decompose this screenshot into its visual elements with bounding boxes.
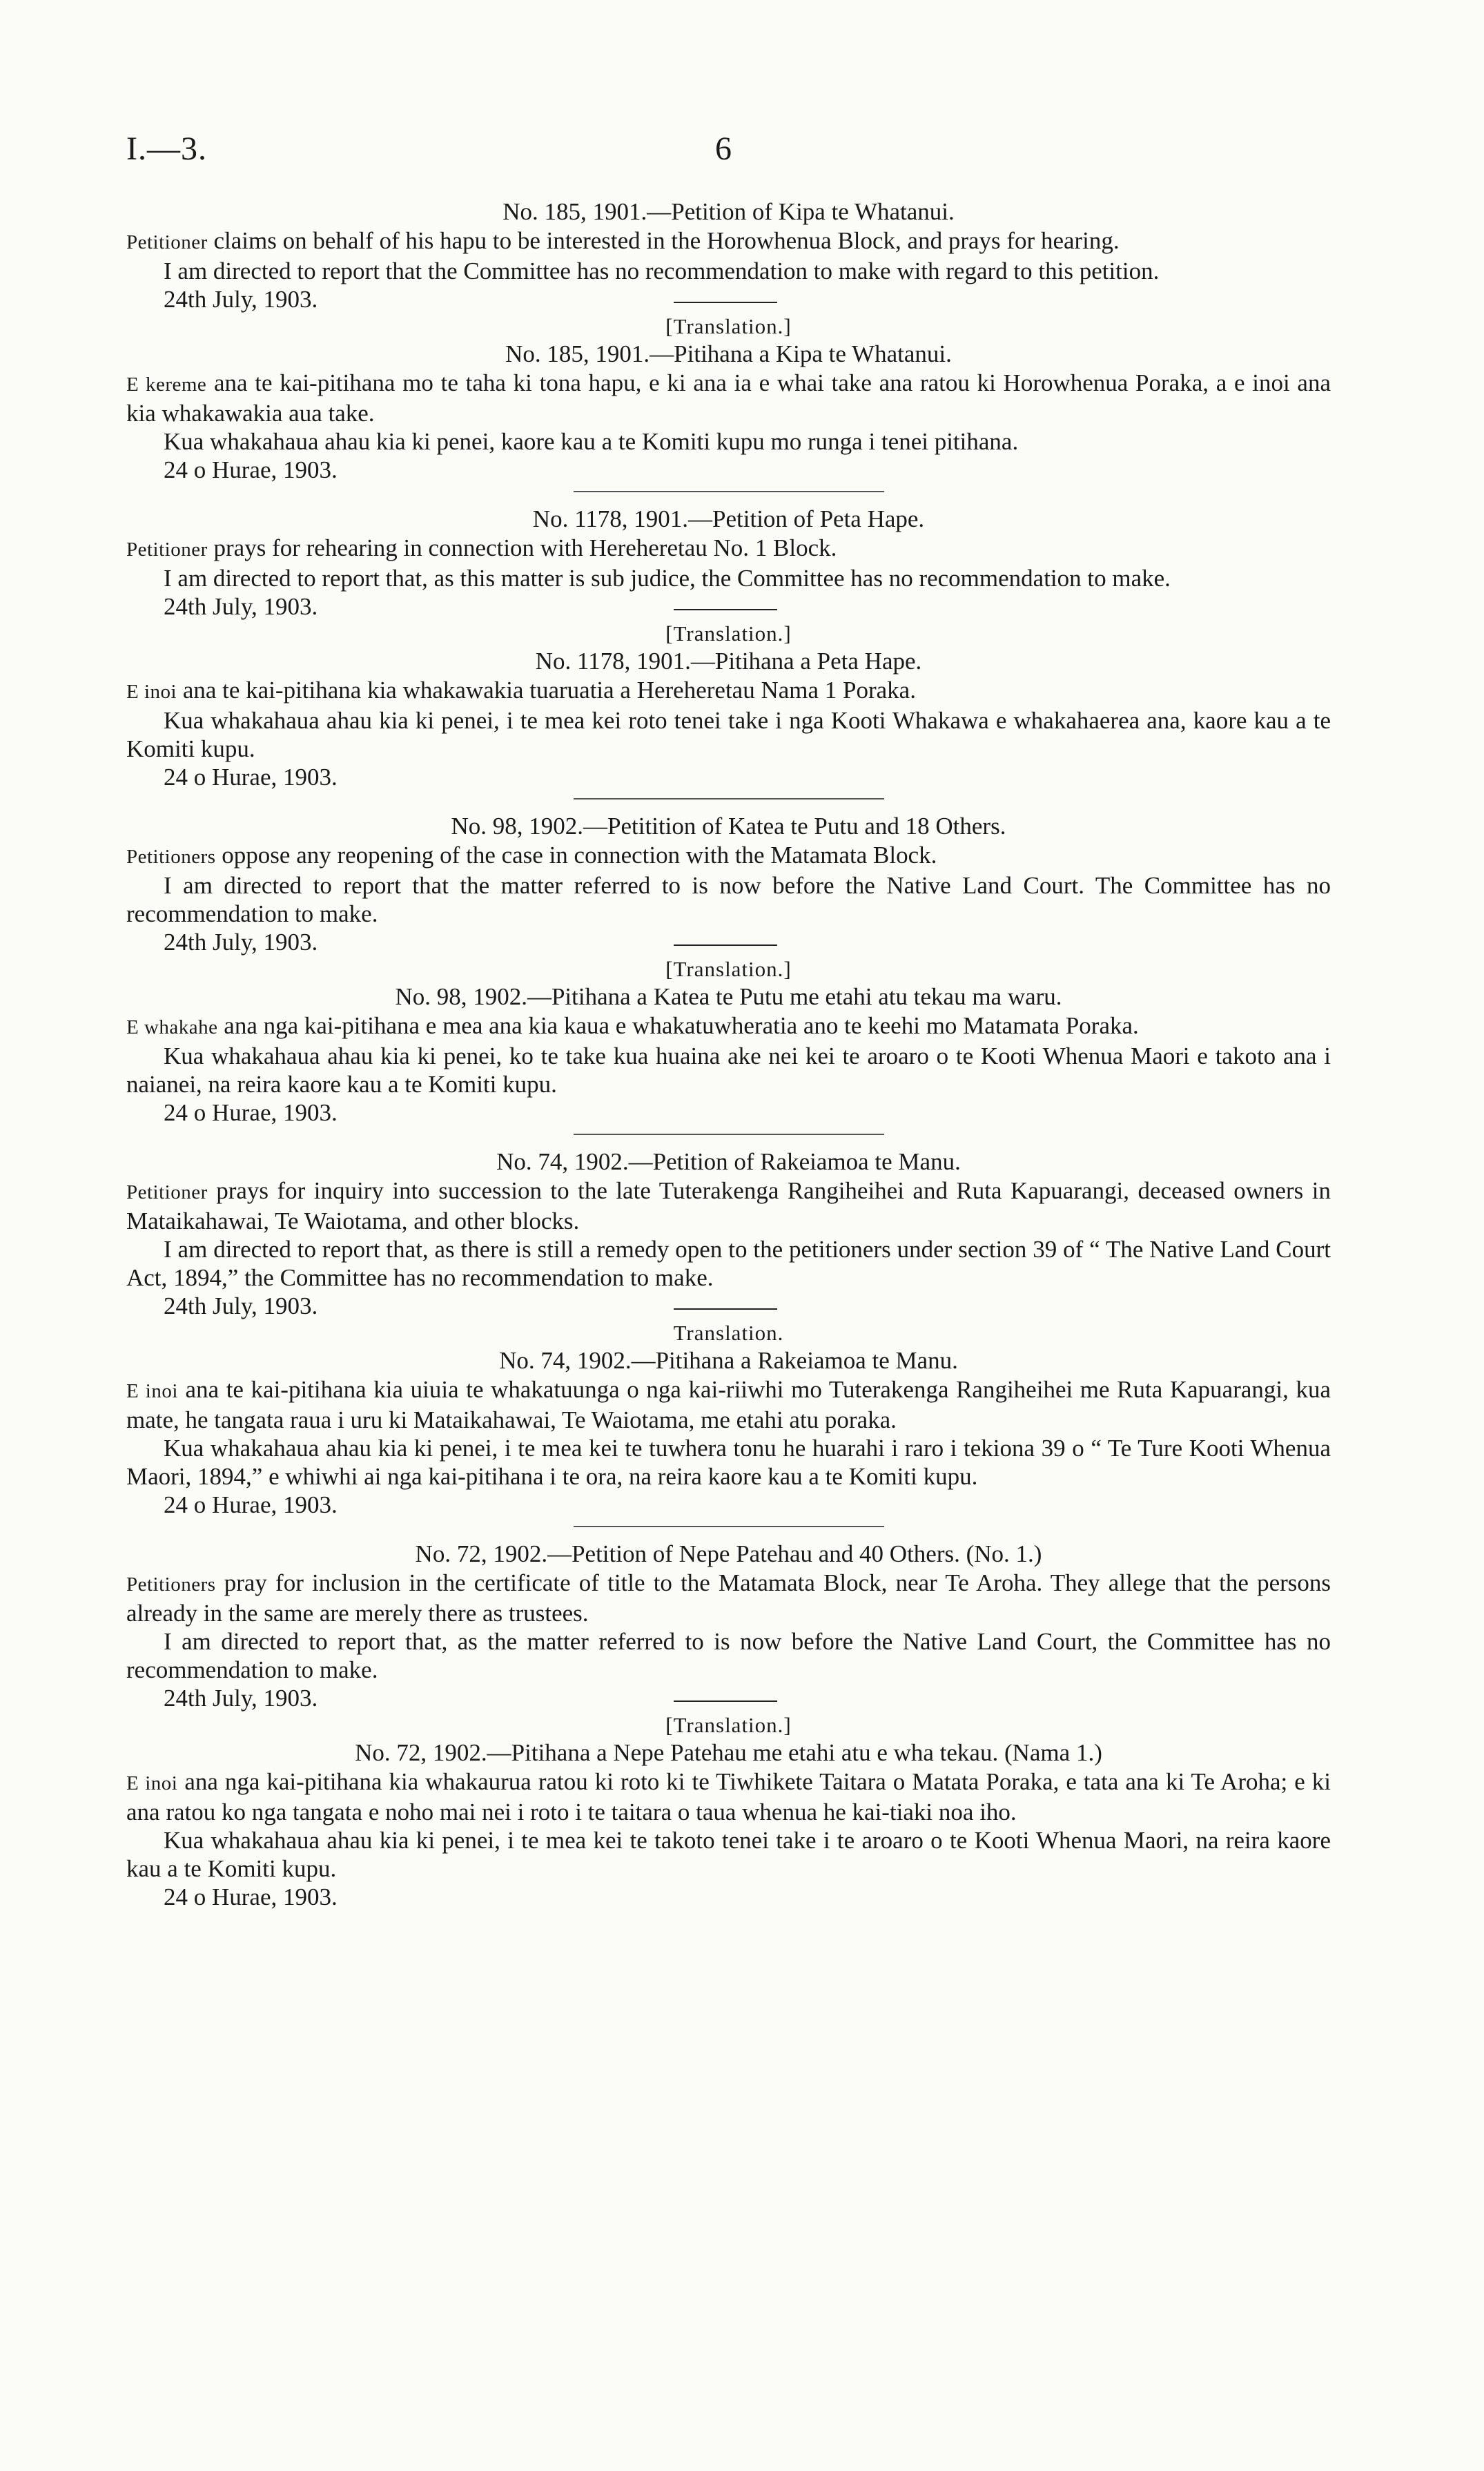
petition-heading: No. 74, 1902.—Petition of Rakeiamoa te Manu.	[496, 1148, 961, 1175]
document-reference: I.—3.	[126, 130, 207, 167]
translation-report: Kua whakahaua ahau kia ki penei, kaore kau a te Komiti kupu mo runga i tenei pitihana.	[164, 428, 1019, 455]
committee-report: I am directed to report that, as the matter referred to is now before the Native Land Court, the Committee has no recommendation to make.	[126, 1628, 1331, 1683]
petition-section	[126, 197, 1331, 492]
translation-summary: E whakahe ana nga kai-pitihana e mea ana kia kaua e whakatuwheratia ano te keehi mo Matamata Poraka.	[126, 1012, 1139, 1039]
petition-summary: Petitioner prays for inquiry into succession to the late Tuterakenga Rangiheihei and Ruta Kapuarangi, deceased owners in Mataikahawai, Te Waiotama, and other blocks.	[126, 1177, 1331, 1234]
translation-label: [Translation.]	[665, 621, 792, 646]
section-divider	[574, 1134, 884, 1135]
committee-report: I am directed to report that the matter referred to is now before the Native Land Court. The Committee has no recommendation to make.	[126, 872, 1331, 927]
translation-summary: E inoi ana te kai-pitihana kia whakawakia tuaruatia a Hereheretau Nama 1 Poraka.	[126, 677, 916, 704]
petition-heading: No. 72, 1902.—Petition of Nepe Patehau and 40 Others. (No. 1.)	[415, 1540, 1042, 1567]
petition-section	[126, 1540, 1331, 1911]
translation-date: 24 o Hurae, 1903.	[164, 1099, 338, 1126]
petition-summary: Petitioner prays for rehearing in connection with Hereheretau No. 1 Block.	[126, 534, 837, 561]
translation-label: [Translation.]	[665, 314, 792, 338]
translation-date: 24 o Hurae, 1903.	[164, 764, 338, 791]
petition-heading: No. 1178, 1901.—Petition of Peta Hape.	[532, 505, 925, 532]
report-date: 24th July, 1903.	[126, 1684, 1331, 1712]
translation-summary: E kereme ana te kai-pitihana mo te taha ki tona hapu, e ki ana ia e whai take ana ratou ki Horowhenua Poraka, a e inoi ana kia whakawakia aua take.	[126, 369, 1331, 427]
translation-heading: No. 74, 1902.—Pitihana a Rakeiamoa te Manu.	[499, 1347, 958, 1374]
translation-report: Kua whakahaua ahau kia ki penei, i te mea kei te takoto tenei take i te aroaro o te Kooti Whenua Maori, na reira kaore kau a te Komiti kupu.	[126, 1827, 1331, 1882]
translation-date: 24 o Hurae, 1903.	[164, 1491, 338, 1518]
section-divider	[574, 491, 884, 492]
translation-report: Kua whakahaua ahau kia ki penei, i te mea kei roto tenei take i nga Kooti Whakawa e whakahaerea ana, kaore kau a te Komiti kupu.	[126, 707, 1331, 762]
petition-summary: Petitioners oppose any reopening of the case in connection with the Matamata Block.	[126, 842, 937, 869]
translation-heading: No. 185, 1901.—Pitihana a Kipa te Whatanui.	[505, 340, 952, 367]
committee-report: I am directed to report that the Committee has no recommendation to make with regard to this petition.	[164, 258, 1160, 284]
report-date: 24th July, 1903.	[126, 1292, 1331, 1320]
committee-report: I am directed to report that, as there is still a remedy open to the petitioners under section 39 of “ The Native Land Court Act, 1894,” the Committee has no recommendation to make.	[126, 1236, 1331, 1291]
section-divider	[574, 1526, 884, 1527]
short-rule	[674, 944, 777, 946]
translation-summary: E inoi ana te kai-pitihana kia uiuia te whakatuunga o nga kai-riiwhi mo Tuterakenga Rangiheihei me Ruta Kapuarangi, kua mate, he tangata raua i uru ki Mataikahawai, Te Waiotama, me etahi atu poraka.	[126, 1376, 1331, 1433]
petition-section	[126, 812, 1331, 1135]
petition-summary: Petitioner claims on behalf of his hapu to be interested in the Horowhenua Block, and prays for hearing.	[126, 227, 1120, 254]
short-rule	[674, 302, 777, 303]
translation-heading: No. 1178, 1901.—Pitihana a Peta Hape.	[535, 648, 922, 675]
section-divider	[574, 798, 884, 800]
petition-section	[126, 1147, 1331, 1527]
report-date: 24th July, 1903.	[126, 285, 1331, 313]
petitions-content	[126, 197, 1331, 1911]
petition-summary: Petitioners pray for inclusion in the certificate of title to the Matamata Block, near Te Aroha. They allege that the persons already in the same are merely there as trustees.	[126, 1569, 1331, 1627]
short-rule	[674, 1700, 777, 1702]
translation-report: Kua whakahaua ahau kia ki penei, ko te take kua huaina ake nei kei te aroaro o te Kooti Whenua Maori e takoto ana i naianei, na reira kaore kau a te Komiti kupu.	[126, 1043, 1331, 1098]
translation-summary: E inoi ana nga kai-pitihana kia whakaurua ratou ki roto ki te Tiwhikete Taitara o Matata Poraka, e tata ana ki Te Aroha; e ki ana ratou ko nga tangata e noho mai nei i roto i te taitara o taua whenua he kai-tiaki noa iho.	[126, 1768, 1331, 1825]
translation-report: Kua whakahaua ahau kia ki penei, i te mea kei te tuwhera tonu he huarahi i raro i tekiona 39 o “ Te Ture Kooti Whenua Maori, 1894,” e whiwhi ai nga kai-pitihana i te ora, na reira kaore kau a te Komiti kupu.	[126, 1435, 1331, 1490]
report-date: 24th July, 1903.	[126, 928, 1331, 956]
translation-date: 24 o Hurae, 1903.	[164, 456, 338, 483]
short-rule	[674, 1308, 777, 1310]
translation-heading: No. 98, 1902.—Pitihana a Katea te Putu me etahi atu tekau ma waru.	[395, 983, 1062, 1010]
translation-date: 24 o Hurae, 1903.	[164, 1883, 338, 1910]
committee-report: I am directed to report that, as this matter is sub judice, the Committee has no recommendation to make.	[164, 565, 1171, 592]
petition-heading: No. 185, 1901.—Petition of Kipa te Whatanui.	[502, 198, 955, 225]
petition-heading: No. 98, 1902.—Petitition of Katea te Putu and 18 Others.	[451, 813, 1006, 840]
page-number: 6	[715, 130, 732, 167]
translation-label: [Translation.]	[665, 1713, 792, 1737]
petition-section	[126, 505, 1331, 800]
translation-heading: No. 72, 1902.—Pitihana a Nepe Patehau me etahi atu e wha tekau. (Nama 1.)	[355, 1739, 1102, 1766]
translation-label: [Translation.]	[665, 957, 792, 981]
translation-label: Translation.	[673, 1321, 784, 1345]
report-date: 24th July, 1903.	[126, 592, 1331, 621]
short-rule	[674, 609, 777, 610]
